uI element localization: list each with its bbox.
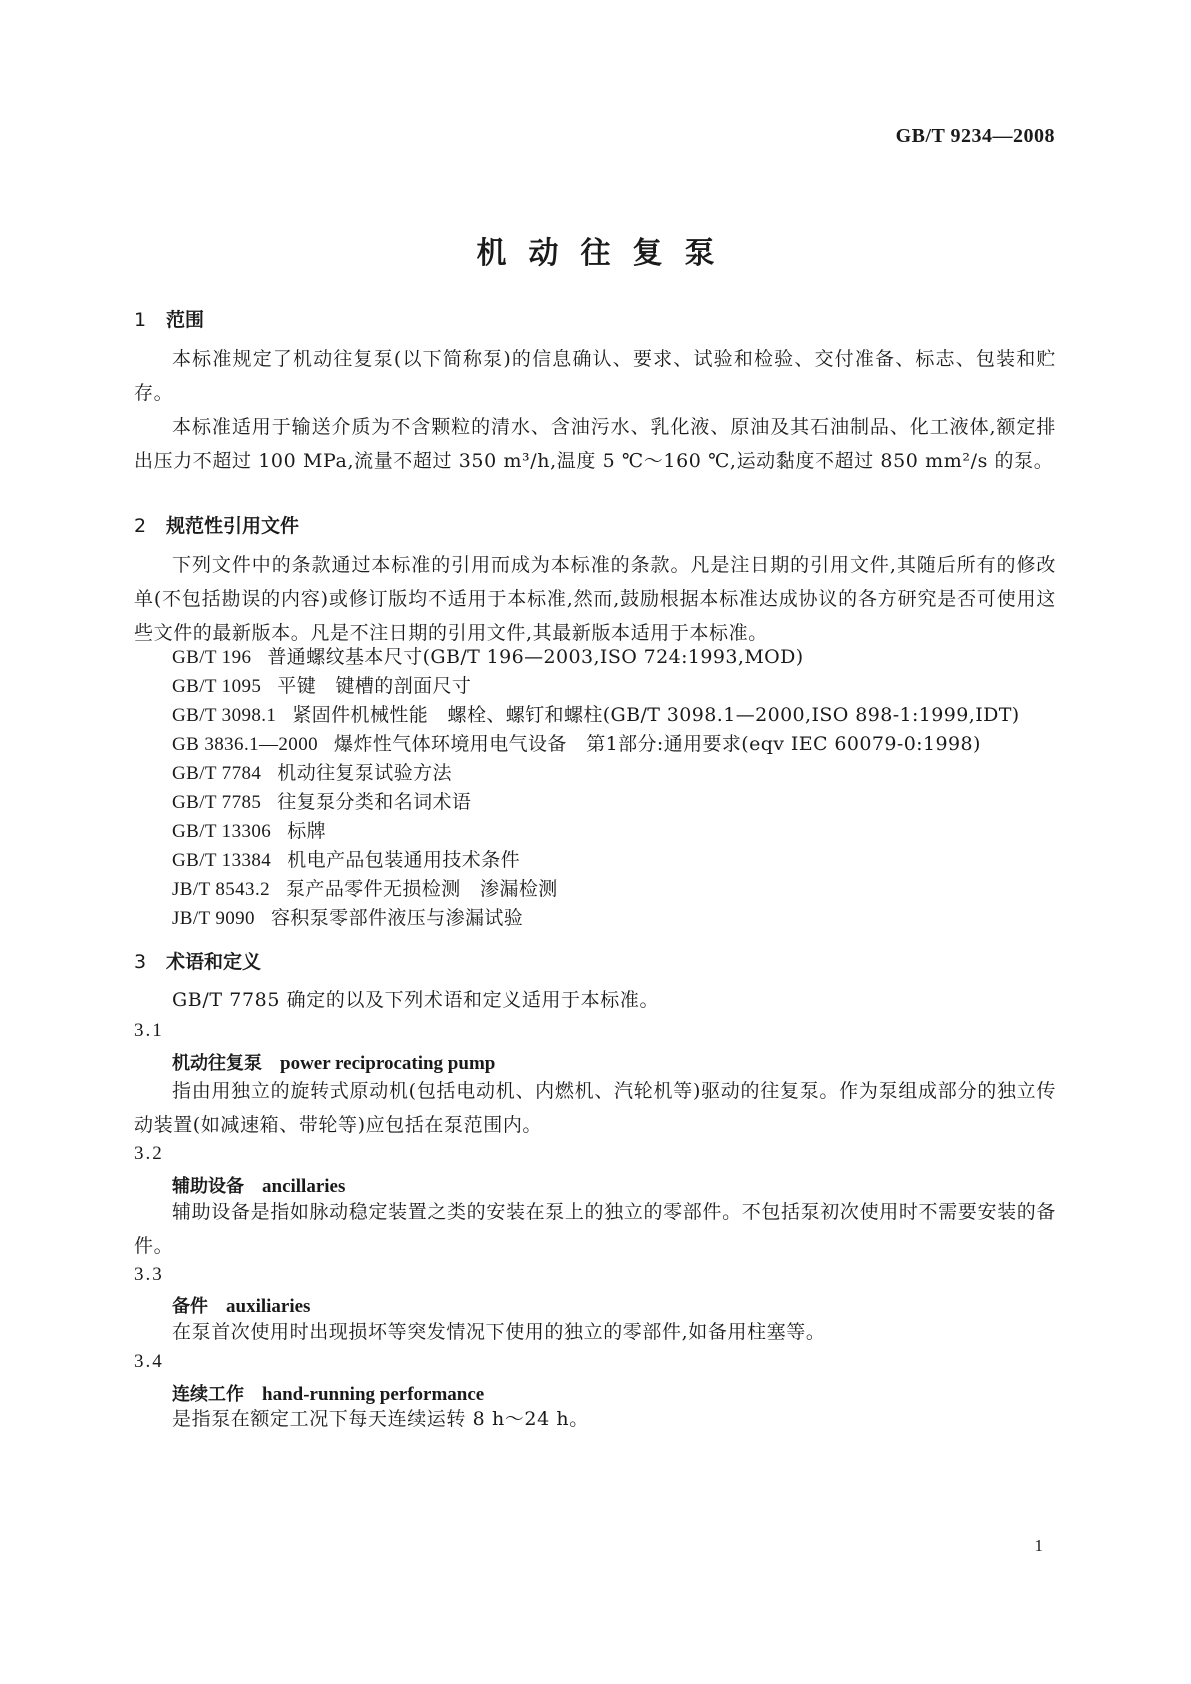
- term-name-en: hand-running performance: [262, 1384, 485, 1405]
- reference-item: [172, 845, 520, 872]
- section-2-heading: [134, 511, 299, 538]
- reference-item: [172, 642, 804, 669]
- scope-paragraph-2: 本标准适用于输送介质为不含颗粒的清水、含油污水、乳化液、原油及其石油制品、化工液体,额定排出压力不超过 100 MPa,流量不超过 350 m³/h,温度 5 ℃～160 ℃,运动黏度不超过 850 mm²/s 的泵。: [134, 416, 1056, 472]
- reference-code: GB/T 7784: [172, 763, 262, 784]
- reference-code: GB/T 13306: [172, 821, 272, 842]
- term-heading: [172, 1049, 495, 1075]
- term-definition: 辅助设备是指如脉动稳定装置之类的安装在泵上的独立的零部件。不包括泵初次使用时不需要安装的备件。: [134, 1201, 1056, 1257]
- section-1-heading: [134, 305, 204, 332]
- term-name-zh: 连续工作: [172, 1384, 244, 1405]
- reference-code: GB/T 3098.1: [172, 705, 277, 726]
- reference-item: [172, 787, 471, 814]
- term-name-en: power reciprocating pump: [280, 1053, 496, 1074]
- reference-item: [172, 903, 523, 930]
- term-number: 3.3: [134, 1264, 164, 1285]
- reference-title: 普通螺纹基本尺寸(GB/T 196—2003,ISO 724:1993,MOD): [267, 646, 804, 668]
- references-intro: 下列文件中的条款通过本标准的引用而成为本标准的条款。凡是注日期的引用文件,其随后所有的修改单(不包括勘误的内容)或修订版均不适用于本标准,然而,鼓励根据本标准达成协议的各方研究是否可使用这些文件的最新版本。凡是不注日期的引用文件,其最新版本适用于本标准。: [134, 554, 1056, 644]
- reference-item: [172, 700, 1020, 727]
- reference-item: [172, 816, 326, 843]
- reference-code: GB/T 1095: [172, 676, 262, 697]
- term-definition: 是指泵在额定工况下每天连续运转 8 h～24 h。: [172, 1408, 589, 1430]
- document-title: 机动往复泵: [476, 236, 737, 271]
- scope-paragraph-1: 本标准规定了机动往复泵(以下简称泵)的信息确认、要求、试验和检验、交付准备、标志、包装和贮存。: [134, 348, 1056, 404]
- term-definition: 指由用独立的旋转式原动机(包括电动机、内燃机、汽轮机等)驱动的往复泵。作为泵组成部分的独立传动装置(如减速箱、带轮等)应包括在泵范围内。: [134, 1080, 1056, 1136]
- reference-title: 平键 键槽的剖面尺寸: [277, 675, 472, 697]
- section-title: 术语和定义: [166, 951, 262, 973]
- page-number: 1: [1034, 1536, 1043, 1555]
- term-name-en: auxiliaries: [226, 1296, 311, 1317]
- term-number: 3.1: [134, 1020, 164, 1041]
- reference-code: GB/T 196: [172, 647, 252, 668]
- reference-item: [172, 671, 471, 698]
- term-definition: 在泵首次使用时出现损坏等突发情况下使用的独立的零部件,如备用柱塞等。: [172, 1321, 826, 1343]
- reference-title: 紧固件机械性能 螺栓、螺钉和螺柱(GB/T 3098.1—2000,ISO 898-1:1999,IDT): [292, 704, 1020, 726]
- terms-intro: GB/T 7785 确定的以及下列术语和定义适用于本标准。: [172, 989, 660, 1011]
- term-name-zh: 备件: [172, 1296, 208, 1317]
- reference-title: 标牌: [287, 820, 326, 842]
- reference-title: 机动往复泵试验方法: [277, 762, 452, 784]
- section-title: 规范性引用文件: [166, 515, 300, 537]
- reference-title: 往复泵分类和名词术语: [277, 791, 472, 813]
- reference-title: 爆炸性气体环境用电气设备 第1部分:通用要求(eqv IEC 60079-0:1998): [334, 733, 981, 755]
- reference-item: [172, 758, 452, 785]
- section-3-heading: [134, 947, 261, 974]
- reference-item: [172, 729, 981, 756]
- reference-title: 泵产品零件无损检测 渗漏检测: [286, 878, 558, 900]
- section-number: 1: [134, 309, 147, 331]
- reference-item: [172, 874, 558, 901]
- standard-code: GB/T 9234—2008: [895, 125, 1055, 147]
- term-name-zh: 机动往复泵: [172, 1053, 262, 1074]
- reference-code: GB 3836.1—2000: [172, 734, 318, 755]
- term-number: 3.2: [134, 1143, 164, 1164]
- term-number: 3.4: [134, 1351, 164, 1372]
- reference-code: JB/T 8543.2: [172, 879, 271, 900]
- reference-code: GB/T 13384: [172, 850, 272, 871]
- reference-title: 容积泵零部件液压与渗漏试验: [270, 907, 524, 929]
- reference-code: JB/T 9090: [172, 908, 255, 929]
- term-name-zh: 辅助设备: [172, 1176, 244, 1197]
- section-title: 范围: [166, 309, 205, 331]
- reference-title: 机电产品包装通用技术条件: [287, 849, 520, 871]
- section-number: 2: [134, 515, 147, 537]
- term-name-en: ancillaries: [262, 1176, 346, 1197]
- section-number: 3: [134, 951, 147, 973]
- reference-code: GB/T 7785: [172, 792, 262, 813]
